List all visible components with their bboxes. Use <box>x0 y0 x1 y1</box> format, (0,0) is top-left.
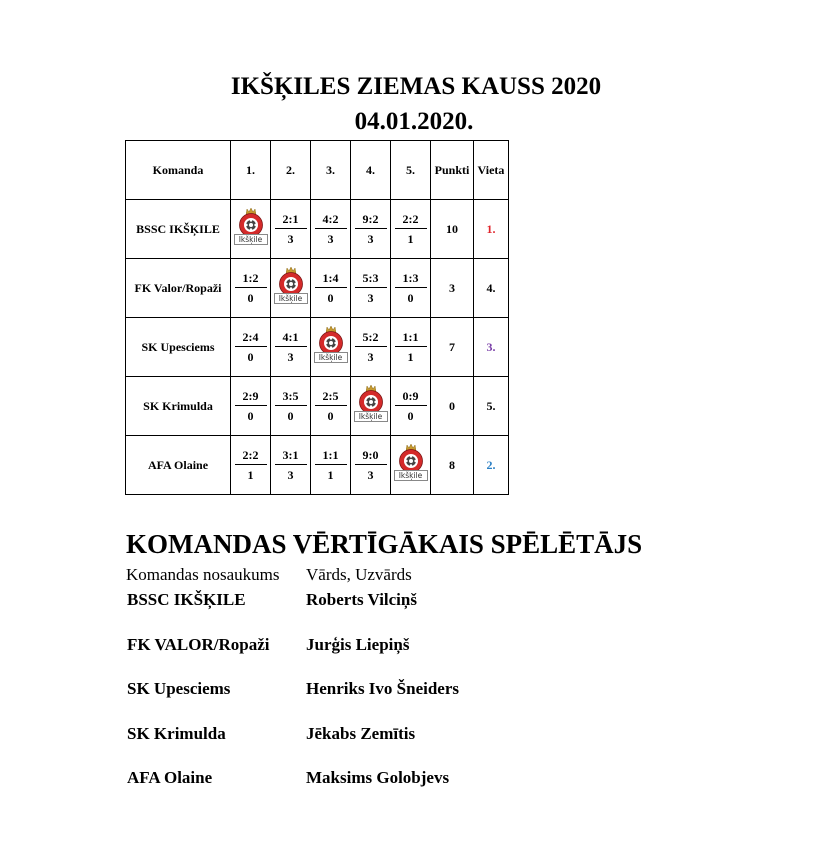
table-row <box>126 318 509 377</box>
team-place: 2. <box>474 436 509 495</box>
results-table <box>125 140 509 495</box>
match-score: 4:1 <box>275 331 307 347</box>
table-row <box>126 259 509 318</box>
match-result-cell <box>391 377 431 436</box>
table-header-row <box>126 141 509 200</box>
mvp-col-player-label: Vārds, Uzvārds <box>306 565 412 584</box>
match-points: 3 <box>287 349 294 364</box>
match-score: 0:9 <box>395 390 427 406</box>
logo-banner-text: Ikšķile <box>394 470 428 481</box>
total-points: 3 <box>431 259 474 318</box>
logo-banner-text: Ikšķile <box>274 293 308 304</box>
match-result-cell <box>391 318 431 377</box>
club-logo <box>314 326 348 364</box>
match-points: 0 <box>407 290 414 305</box>
match-result-cell <box>271 377 311 436</box>
header-col-5: 5. <box>391 141 431 200</box>
header-col-3: 3. <box>311 141 351 200</box>
team-name: AFA Olaine <box>126 436 231 495</box>
match-score: 3:1 <box>275 449 307 465</box>
mvp-team-name: BSSC IKŠĶILE <box>127 590 246 609</box>
match-score: 2:1 <box>275 213 307 229</box>
match-score: 1:1 <box>395 331 427 347</box>
mvp-team-name: SK Upesciems <box>127 679 231 698</box>
match-points: 3 <box>367 349 374 364</box>
match-score: 1:3 <box>395 272 427 288</box>
club-logo <box>274 267 308 305</box>
match-result-cell <box>311 200 351 259</box>
team-name: SK Upesciems <box>126 318 231 377</box>
self-match-logo-cell <box>231 200 271 259</box>
team-place: 1. <box>474 200 509 259</box>
match-result-cell <box>391 259 431 318</box>
team-place: 3. <box>474 318 509 377</box>
match-score: 1:2 <box>235 272 267 288</box>
match-result-cell <box>271 200 311 259</box>
page-title: IKŠĶILES ZIEMAS KAUSS 2020 <box>230 73 602 100</box>
table-row <box>126 436 509 495</box>
match-score: 9:0 <box>355 449 387 465</box>
match-points: 1 <box>407 231 414 246</box>
match-result-cell <box>231 259 271 318</box>
self-match-logo-cell <box>271 259 311 318</box>
match-points: 3 <box>367 467 374 482</box>
mvp-player-name: Jurģis Liepiņš <box>306 634 410 654</box>
mvp-heading: KOMANDAS VĒRTĪGĀKAIS SPĒLĒTĀJS <box>126 529 643 559</box>
mvp-player-name: Jēkabs Zemītis <box>306 723 416 743</box>
tournament-date: 04.01.2020. <box>354 108 474 135</box>
team-place: 4. <box>474 259 509 318</box>
club-logo <box>234 208 268 246</box>
match-result-cell <box>311 377 351 436</box>
self-match-logo-cell <box>311 318 351 377</box>
match-result-cell <box>231 436 271 495</box>
header-col-1: 1. <box>231 141 271 200</box>
match-points: 3 <box>367 231 374 246</box>
match-result-cell <box>311 436 351 495</box>
match-result-cell <box>271 318 311 377</box>
club-logo <box>354 385 388 423</box>
table-row <box>126 377 509 436</box>
match-points: 3 <box>367 290 374 305</box>
match-points: 0 <box>287 408 294 423</box>
match-points: 3 <box>287 467 294 482</box>
team-name: FK Valor/Ropaži <box>126 259 231 318</box>
match-score: 2:9 <box>235 390 267 406</box>
match-score: 4:2 <box>315 213 347 229</box>
match-score: 5:2 <box>355 331 387 347</box>
header-points: Punkti <box>431 141 474 200</box>
self-match-logo-cell <box>351 377 391 436</box>
team-name: SK Krimulda <box>126 377 231 436</box>
match-points: 0 <box>247 290 254 305</box>
match-score: 2:2 <box>395 213 427 229</box>
header-col-2: 2. <box>271 141 311 200</box>
mvp-team-name: AFA Olaine <box>127 768 213 787</box>
mvp-team-name: FK VALOR/Ropaži <box>127 634 270 654</box>
logo-banner-text: Ikšķile <box>234 234 268 245</box>
match-score: 3:5 <box>275 390 307 406</box>
match-points: 0 <box>327 408 334 423</box>
total-points: 10 <box>431 200 474 259</box>
match-score: 2:5 <box>315 390 347 406</box>
team-name: BSSC IKŠĶILE <box>126 200 231 259</box>
match-score: 5:3 <box>355 272 387 288</box>
match-result-cell <box>271 436 311 495</box>
logo-banner-text: Ikšķile <box>314 352 348 363</box>
match-result-cell <box>351 318 391 377</box>
match-points: 3 <box>327 231 334 246</box>
match-result-cell <box>231 318 271 377</box>
match-result-cell <box>391 200 431 259</box>
match-score: 1:4 <box>315 272 347 288</box>
total-points: 0 <box>431 377 474 436</box>
match-result-cell <box>351 436 391 495</box>
match-result-cell <box>351 259 391 318</box>
match-score: 2:4 <box>235 331 267 347</box>
table-row <box>126 200 509 259</box>
club-logo <box>394 444 428 482</box>
total-points: 7 <box>431 318 474 377</box>
match-points: 1 <box>247 467 254 482</box>
match-result-cell <box>351 200 391 259</box>
match-points: 0 <box>407 408 414 423</box>
mvp-team-name: SK Krimulda <box>127 723 226 743</box>
self-match-logo-cell <box>391 436 431 495</box>
match-result-cell <box>311 259 351 318</box>
match-score: 2:2 <box>235 449 267 465</box>
mvp-player-name: Maksims Golobjevs <box>306 768 450 787</box>
match-points: 1 <box>327 467 334 482</box>
match-points: 0 <box>247 349 254 364</box>
team-place: 5. <box>474 377 509 436</box>
match-points: 0 <box>247 408 254 423</box>
match-points: 1 <box>407 349 414 364</box>
header-place: Vieta <box>474 141 509 200</box>
header-team: Komanda <box>126 141 231 200</box>
mvp-player-name: Henriks Ivo Šneiders <box>306 679 460 698</box>
match-score: 1:1 <box>315 449 347 465</box>
match-points: 0 <box>327 290 334 305</box>
match-result-cell <box>231 377 271 436</box>
header-col-4: 4. <box>351 141 391 200</box>
mvp-player-name: Roberts Vilciņš <box>306 590 417 609</box>
mvp-col-team-label: Komandas nosaukums <box>126 565 280 584</box>
logo-banner-text: Ikšķile <box>354 411 388 422</box>
match-points: 3 <box>287 231 294 246</box>
match-score: 9:2 <box>355 213 387 229</box>
total-points: 8 <box>431 436 474 495</box>
